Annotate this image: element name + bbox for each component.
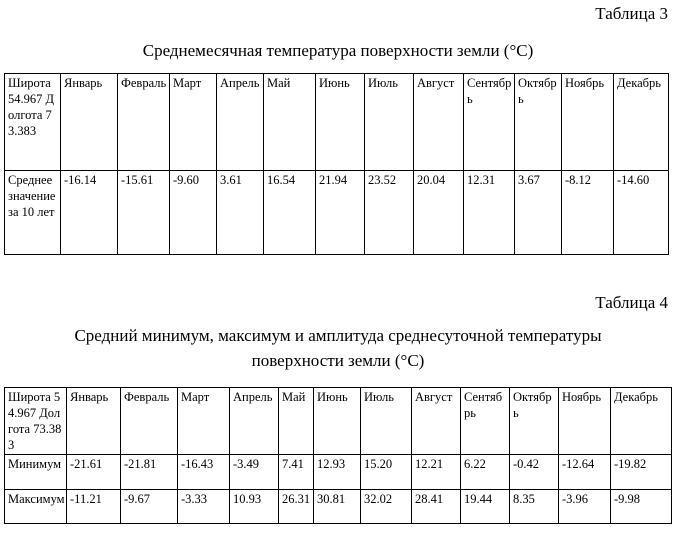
table-4-title-line-1: Средний минимум, максимум и амплитуда среднесуточной температуры	[74, 326, 602, 345]
value-cell: 21.94	[316, 171, 365, 255]
value-cell: -9.98	[611, 490, 672, 524]
row-label-cell: Среднее значение за 10 лет	[5, 171, 61, 255]
value-cell: -19.82	[611, 455, 672, 490]
value-cell: 19.44	[461, 490, 510, 524]
value-cell: 23.52	[365, 171, 414, 255]
value-cell: 16.54	[264, 171, 316, 255]
header-cell: Сентябрь	[461, 388, 510, 455]
header-cell: Ноябрь	[562, 74, 614, 171]
value-cell: -14.60	[614, 171, 669, 255]
header-cell: Май	[279, 388, 314, 455]
header-cell: Декабрь	[614, 74, 669, 171]
value-cell: -12.64	[559, 455, 611, 490]
value-cell: -21.61	[67, 455, 121, 490]
header-cell: Март	[178, 388, 230, 455]
value-cell: 8.35	[510, 490, 559, 524]
header-cell: Апрель	[230, 388, 279, 455]
value-cell: -16.43	[178, 455, 230, 490]
value-cell: 10.93	[230, 490, 279, 524]
table-4-caption: Таблица 4	[595, 293, 668, 312]
table-4-title-line-2: поверхности земли (°С)	[251, 351, 425, 370]
header-cell: Февраль	[121, 388, 178, 455]
header-cell: Октябрь	[510, 388, 559, 455]
value-cell: -21.81	[121, 455, 178, 490]
value-cell: 3.67	[515, 171, 562, 255]
value-cell: 26.31	[279, 490, 314, 524]
value-cell: 7.41	[279, 455, 314, 490]
header-cell: Январь	[67, 388, 121, 455]
table-3-caption: Таблица 3	[595, 4, 668, 23]
header-cell: Август	[414, 74, 464, 171]
value-cell: -3.49	[230, 455, 279, 490]
value-cell: -9.60	[170, 171, 217, 255]
temperature-table-4	[4, 387, 672, 524]
value-cell: -9.67	[121, 490, 178, 524]
value-cell: 15.20	[361, 455, 412, 490]
value-cell: -16.14	[61, 171, 118, 255]
header-cell: Февраль	[118, 74, 170, 171]
row-label-cell: Максимум	[5, 490, 67, 524]
value-cell: -3.33	[178, 490, 230, 524]
value-cell: -11.21	[67, 490, 121, 524]
header-corner-cell: Широта 54.967 Долгота 73.383	[5, 388, 67, 455]
table-row	[5, 490, 672, 524]
value-cell: 12.21	[412, 455, 461, 490]
table-header-row	[5, 74, 669, 171]
value-cell: -8.12	[562, 171, 614, 255]
header-cell: Март	[170, 74, 217, 171]
header-cell: Май	[264, 74, 316, 171]
value-cell: 30.81	[314, 490, 361, 524]
header-cell: Октябрь	[515, 74, 562, 171]
value-cell: -15.61	[118, 171, 170, 255]
header-cell: Июнь	[314, 388, 361, 455]
value-cell: 12.31	[464, 171, 515, 255]
value-cell: 3.61	[217, 171, 264, 255]
temperature-table-3	[4, 73, 669, 255]
table-header-row	[5, 388, 672, 455]
header-corner-cell: Широта 54.967 Долгота 73.383	[5, 74, 61, 171]
value-cell: 12.93	[314, 455, 361, 490]
header-cell: Сентябрь	[464, 74, 515, 171]
header-cell: Ноябрь	[559, 388, 611, 455]
table-row	[5, 171, 669, 255]
row-label-cell: Минимум	[5, 455, 67, 490]
value-cell: 20.04	[414, 171, 464, 255]
table-3-title: Среднемесячная температура поверхности земли (°С)	[142, 41, 534, 60]
value-cell: 32.02	[361, 490, 412, 524]
header-cell: Январь	[61, 74, 118, 171]
value-cell: -3.96	[559, 490, 611, 524]
header-cell: Июль	[365, 74, 414, 171]
header-cell: Июль	[361, 388, 412, 455]
value-cell: 28.41	[412, 490, 461, 524]
header-cell: Июнь	[316, 74, 365, 171]
table-row	[5, 455, 672, 490]
value-cell: -0.42	[510, 455, 559, 490]
value-cell: 6.22	[461, 455, 510, 490]
header-cell: Август	[412, 388, 461, 455]
header-cell: Апрель	[217, 74, 264, 171]
header-cell: Декабрь	[611, 388, 672, 455]
